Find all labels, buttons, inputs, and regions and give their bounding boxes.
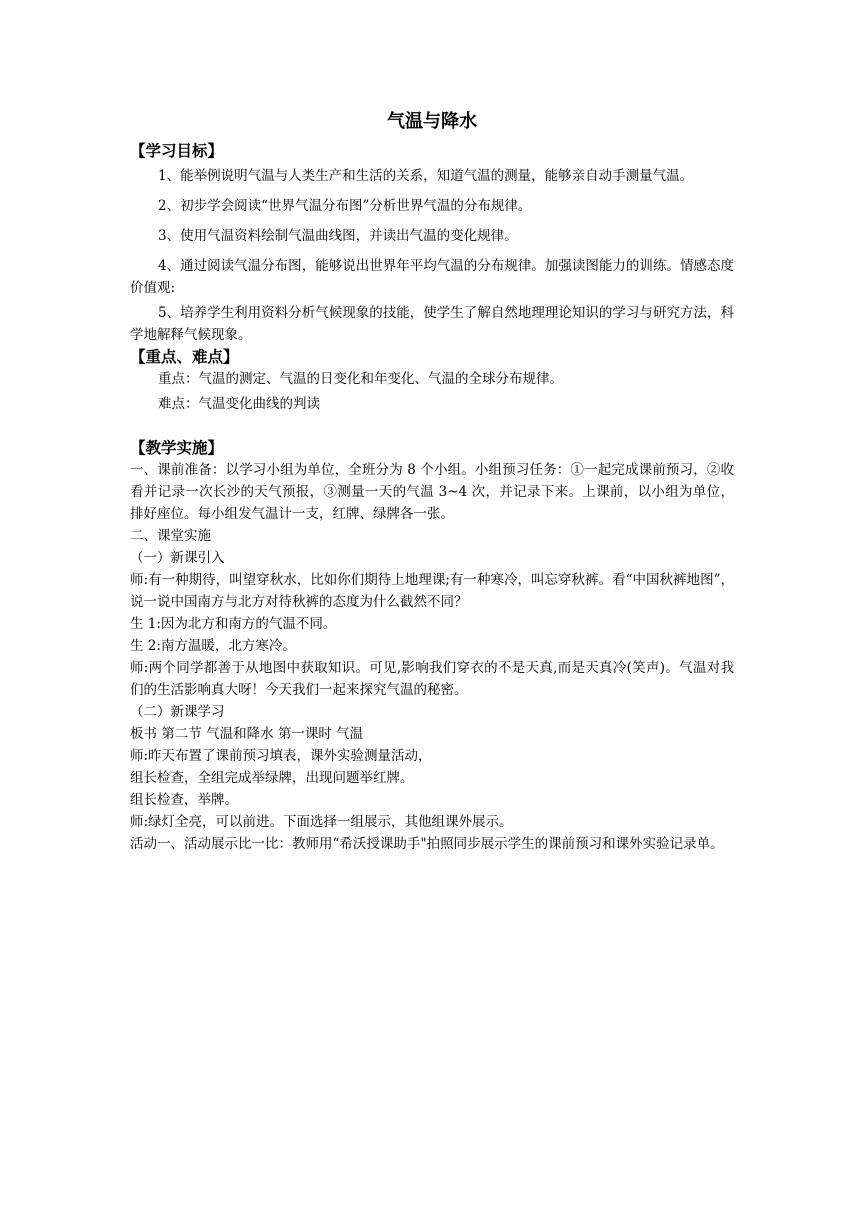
group-leader-line-2: 组长检查，举牌。 xyxy=(130,792,238,808)
teaching-implementation-section xyxy=(130,437,734,855)
teaching-implementation-heading: 【教学实施】 xyxy=(130,439,224,457)
document-title: 气温与降水 xyxy=(387,111,477,132)
goal-item-5: 5、培养学生利用资料分析气候现象的技能，使学生了解自然地理理论知识的学习与研究方法，科学地解释气候现象。 xyxy=(130,305,734,343)
learning-goals-section xyxy=(130,140,734,346)
goal-item-1: 1、能举例说明气温与人类生产和生活的关系，知道气温的测量，能够亲自动手测量气温。 xyxy=(158,168,694,184)
teacher-line-3: 师:昨天布置了课前预习填表，课外实验测量活动， xyxy=(130,748,432,764)
class-implementation-heading: 二、课堂实施 xyxy=(130,528,211,544)
new-lesson-study-heading: （二）新课学习 xyxy=(130,704,225,720)
key-points-heading: 【重点、难点】 xyxy=(130,348,239,366)
student-line-1: 生 1:因为北方和南方的气温不同。 xyxy=(130,616,337,632)
blackboard-line: 板书 第二节 气温和降水 第一课时 气温 xyxy=(130,726,364,742)
teacher-line-1: 师:有一种期待，叫望穿秋水，比如你们期待上地理课;有一种寒冷，叫忘穿秋裤。看“中国秋裤地图”，说一说中国南方与北方对待秋裤的态度为什么截然不同？ xyxy=(130,572,734,610)
document-page xyxy=(130,110,734,855)
key-point-difficulty: 难点：气温变化曲线的判读 xyxy=(158,396,320,412)
key-points-section xyxy=(130,346,734,415)
teacher-line-2: 师:两个同学都善于从地图中获取知识。可见,影响我们穿衣的不是天真,而是天真冷(笑声)。气温对我们的生活影响真大呀！今天我们一起来探究气温的秘密。 xyxy=(130,660,734,698)
activity-one-line: 活动一、活动展示比一比：教师用“希沃授课助手"拍照同步展示学生的课前预习和课外实验记录单。 xyxy=(130,836,724,852)
goal-item-3: 3、使用气温资料绘制气温曲线图，并读出气温的变化规律。 xyxy=(158,228,518,244)
key-point-focus: 重点：气温的测定、气温的日变化和年变化、气温的全球分布规律。 xyxy=(158,371,563,387)
learning-goals-heading: 【学习目标】 xyxy=(130,142,224,160)
new-lesson-intro-heading: （一）新课引入 xyxy=(130,550,225,566)
group-leader-line-1: 组长检查，全组完成举绿牌，出现问题举红牌。 xyxy=(130,770,414,786)
teacher-line-4: 师:绿灯全亮，可以前进。下面选择一组展示，其他组课外展示。 xyxy=(130,814,513,830)
student-line-2: 生 2:南方温暖，北方寒冷。 xyxy=(130,638,296,654)
pre-class-preparation: 一、课前准备：以学习小组为单位，全班分为 8 个小组。小组预习任务：①一起完成课前预习，②收看并记录一次长沙的天气预报，③测量一天的气温 3~4 次，并记录下来。上课前，以小组为单位，排好座位。每小组发气温计一支，红牌、绿牌各一张。 xyxy=(130,462,734,522)
goal-item-4: 4、通过阅读气温分布图，能够说出世界年平均气温的分布规律。加强读图能力的训练。情感态度价值观: xyxy=(130,258,734,296)
goal-item-2: 2、初步学会阅读“世界气温分布图”分析世界气温的分布规律。 xyxy=(158,198,532,214)
